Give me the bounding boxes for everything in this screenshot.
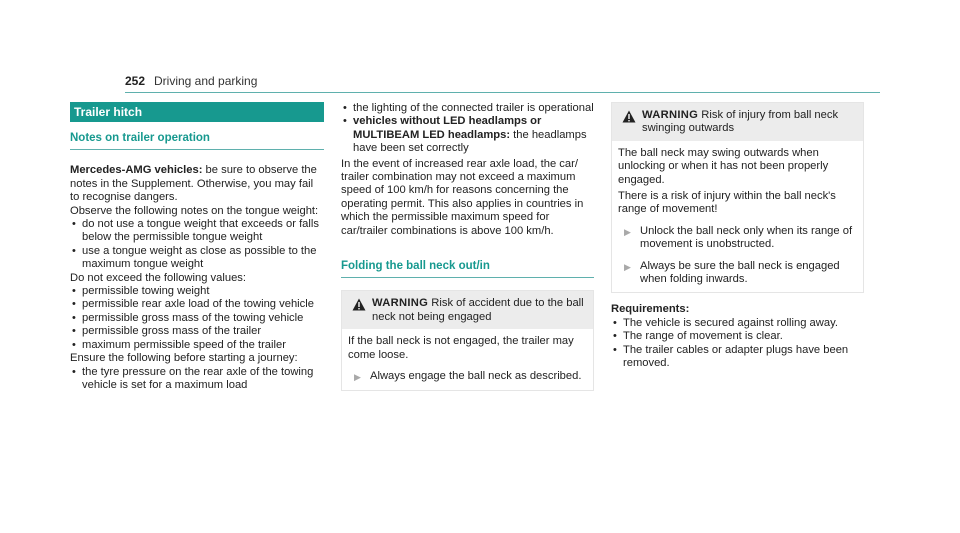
warning-body-text: If the ball neck is not engaged, the trailer may come loose. bbox=[348, 335, 574, 361]
list-item: • permissible gross mass of the trailer bbox=[70, 325, 324, 338]
warning-action bbox=[348, 370, 585, 383]
warning-action-text: Always be sure the ball neck is engaged when folding inwards. bbox=[640, 259, 840, 286]
column-3 bbox=[611, 102, 864, 371]
column-1 bbox=[70, 102, 324, 392]
warning-body-text-1: The ball neck may swing outwards when unlocking or when it has not been properly engaged. bbox=[618, 146, 829, 186]
amg-note-bold: Mercedes-AMG vehicles: bbox=[70, 164, 203, 177]
list-item: • do not use a tongue weight that exceeds or falls below the permissible tongue weight bbox=[70, 218, 324, 245]
observe-text: Observe the following notes on the tongue weight: bbox=[70, 204, 319, 217]
list-item: • use a tongue weight as close as possible to the maximum tongue weight bbox=[70, 245, 324, 272]
warning-body-text-2: There is a risk of injury within the ball neck's range of movement! bbox=[618, 190, 836, 216]
page-header bbox=[125, 72, 880, 93]
tongue-list bbox=[70, 218, 324, 272]
warning-head-text: Risk of injury from ball neck swinging outwards bbox=[642, 109, 839, 135]
list-item: • permissible towing weight bbox=[70, 285, 324, 298]
warning-head-text: Risk of accident due to the ball neck not being engaged bbox=[372, 297, 584, 323]
column-2 bbox=[341, 102, 594, 391]
subheading-folding-ball-neck: Folding the ball neck out/in bbox=[341, 260, 594, 278]
warning-label: WARNING bbox=[642, 109, 699, 121]
page-number: 252 bbox=[125, 74, 146, 88]
list-item: • vehicles without LED headlamps or MULTIBEAM LED headlamps: the headlamps have been set correctly bbox=[341, 115, 594, 155]
warning-body bbox=[612, 141, 863, 293]
list-item: • The vehicle is secured against rolling away. bbox=[611, 317, 864, 330]
list-item: • permissible gross mass of the towing vehicle bbox=[70, 312, 324, 325]
warning-box-injury bbox=[611, 102, 864, 293]
warning-body bbox=[342, 329, 593, 389]
warning-triangle-icon bbox=[352, 298, 366, 311]
not-exceed-text: Do not exceed the following values: bbox=[70, 271, 247, 284]
list-item: • The range of movement is clear. bbox=[611, 330, 864, 343]
list-item: • permissible rear axle load of the towing vehicle bbox=[70, 298, 324, 311]
values-list bbox=[70, 285, 324, 352]
warning-action bbox=[618, 225, 855, 252]
ensure-text: Ensure the following before starting a journey: bbox=[70, 352, 298, 365]
warning-box-accident bbox=[341, 290, 594, 390]
subheading-trailer-operation: Notes on trailer operation bbox=[70, 132, 324, 150]
amg-note-text: be sure to observe the notes in the Supplement. Otherwise, you may fail to recognise dangers. bbox=[70, 164, 317, 204]
speed-paragraph: In the event of increased rear axle load, the car/ trailer combination may not exceed a maximum speed of 100 km/h for reasons concerning the operating permit. This also applies in countries in which the permissible maximum speed for car/trailer combinations is above 100 km/h. bbox=[341, 157, 584, 237]
warning-action bbox=[618, 260, 855, 287]
warning-action-text: Always engage the ball neck as described. bbox=[370, 370, 582, 383]
list-item: • maximum permissible speed of the trailer bbox=[70, 339, 324, 352]
requirements-list bbox=[611, 317, 864, 371]
section-title-bar: Trailer hitch bbox=[70, 102, 324, 122]
play-arrow-icon: ▶ bbox=[354, 372, 361, 383]
play-arrow-icon: ▶ bbox=[624, 261, 631, 272]
requirements-title: Requirements: bbox=[611, 303, 690, 316]
list-item: • the lighting of the connected trailer is operational bbox=[341, 102, 594, 115]
ensure-list-continued bbox=[341, 102, 594, 156]
warning-header bbox=[342, 291, 593, 329]
list-item: • the tyre pressure on the rear axle of the towing vehicle is set for a maximum load bbox=[70, 366, 324, 393]
warning-header bbox=[612, 103, 863, 141]
play-arrow-icon: ▶ bbox=[624, 226, 631, 237]
ensure-list bbox=[70, 366, 324, 393]
warning-triangle-icon bbox=[622, 110, 636, 123]
warning-label: WARNING bbox=[372, 297, 429, 310]
section-title: Driving and parking bbox=[154, 74, 258, 88]
amg-note bbox=[70, 164, 324, 204]
list-item: • The trailer cables or adapter plugs have been removed. bbox=[611, 344, 864, 371]
warning-action-text: Unlock the ball neck only when its range of movement is unobstructed. bbox=[640, 224, 853, 251]
